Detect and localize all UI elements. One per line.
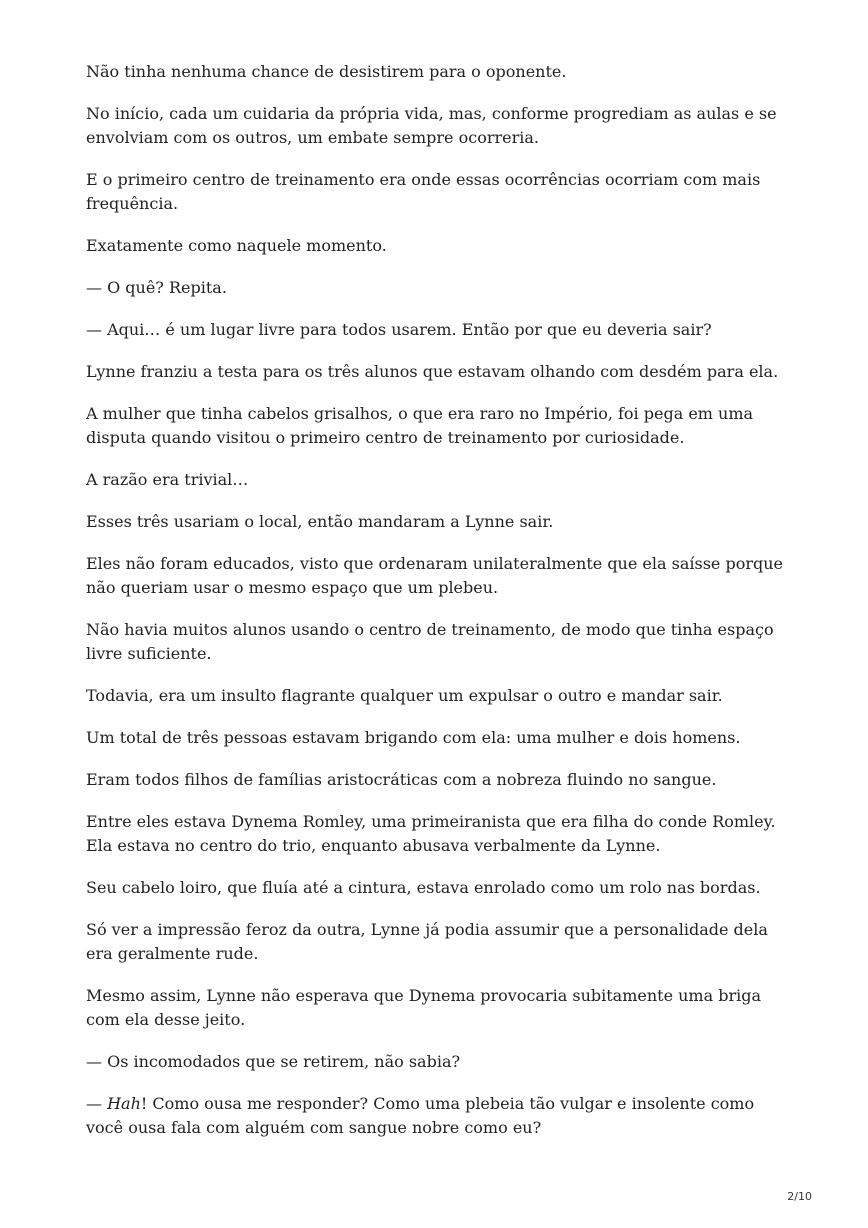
paragraph: Seu cabelo loiro, que fluía até a cintura, estava enrolado como um rolo nas bordas. [86,878,761,897]
paragraph: Não tinha nenhuma chance de desistirem para o oponente. [86,62,567,81]
paragraph: — O quê? Repita. [86,278,227,297]
paragraph-last [86,1092,786,1140]
paragraph: Eles não foram educados, visto que ordenaram unilateralmente que ela saísse porque não queriam usar o mesmo espaço que um plebeu. [86,554,784,597]
paragraph: — Aqui… é um lugar livre para todos usarem. Então por que eu deveria sair? [86,320,712,339]
paragraph-rest: ! Como ousa me responder? Como uma plebeia tão vulgar e insolente como você ousa fala com alguém com sangue nobre como eu? [86,1094,755,1137]
paragraph: Exatamente como naquele momento. [86,236,387,255]
paragraph: Eram todos filhos de famílias aristocráticas com a nobreza fluindo no sangue. [86,770,717,789]
paragraph: A mulher que tinha cabelos grisalhos, o que era raro no Império, foi pega em uma disputa quando visitou o primeiro centro de treinamento por curiosidade. [86,404,754,447]
paragraph: Esses três usariam o local, então mandaram a Lynne sair. [86,512,554,531]
paragraph: — Os incomodados que se retirem, não sabia? [86,1052,461,1071]
paragraph: Não havia muitos alunos usando o centro de treinamento, de modo que tinha espaço livre suficiente. [86,620,774,663]
page-number: 2/10 [787,1190,812,1203]
paragraph: Mesmo assim, Lynne não esperava que Dynema provocaria subitamente uma briga com ela desse jeito. [86,986,762,1029]
paragraph: Um total de três pessoas estavam brigando com ela: uma mulher e dois homens. [86,728,741,747]
paragraph: Todavia, era um insulto flagrante qualquer um expulsar o outro e mandar sair. [86,686,723,705]
paragraph: Lynne franziu a testa para os três alunos que estavam olhando com desdém para ela. [86,362,779,381]
paragraph: A razão era trivial… [86,470,249,489]
emphasis-text: Hah [107,1094,141,1113]
document-body [86,60,786,1158]
dialogue-dash: — [86,1094,108,1113]
paragraph: Entre eles estava Dynema Romley, uma primeiranista que era filha do conde Romley. Ela estava no centro do trio, enquanto abusava verbalmente da Lynne. [86,812,776,855]
paragraph: Só ver a impressão feroz da outra, Lynne já podia assumir que a personalidade dela era geralmente rude. [86,920,768,963]
paragraph: E o primeiro centro de treinamento era onde essas ocorrências ocorriam com mais frequência. [86,170,761,213]
paragraph: No início, cada um cuidaria da própria vida, mas, conforme progrediam as aulas e se envolviam com os outros, um embate sempre ocorreria. [86,104,777,147]
